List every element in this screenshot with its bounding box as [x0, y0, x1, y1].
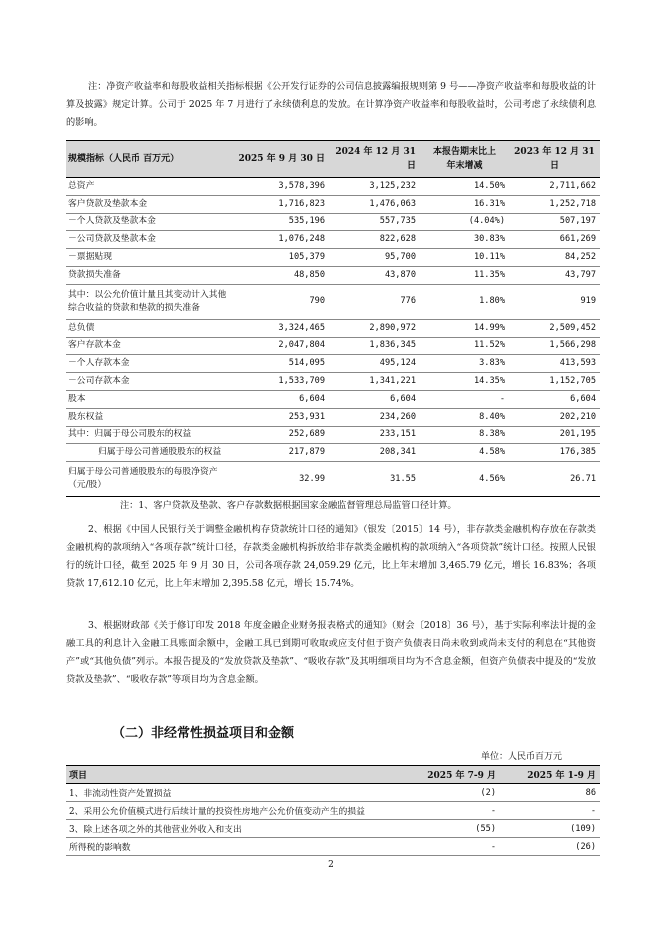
top-note: 注：净资产收益率和每股收益相关指标根据《公开发行证券的公司信息披露编报规则第 9 号——净资产收益率和每股收益的计算及披露》规定计算。公司于 2025 年 7 月进行了永续债利息的发放。在计算净资产收益率和每股收益时，公司考虑了永续债利息的影响。 — [66, 81, 596, 128]
cell-v3: 14.35% — [420, 373, 509, 391]
cell-v2: 31.55 — [329, 462, 420, 497]
cell-v1: 3,324,465 — [238, 319, 329, 337]
cell-v4: 1,566,298 — [509, 337, 600, 355]
row-label: －个人贷款及垫款本金 — [66, 213, 238, 231]
cell-v1: 105,379 — [238, 249, 329, 267]
cell-v3: 8.40% — [420, 408, 509, 426]
cell-v2: 2,890,972 — [329, 319, 420, 337]
cell-v1: 32.99 — [238, 462, 329, 497]
cell-v1: 1,716,823 — [238, 195, 329, 213]
cell-v1: 535,196 — [238, 213, 329, 231]
cell-v3: 8.38% — [420, 426, 509, 444]
row-label: 总负债 — [66, 319, 238, 337]
cell-v2: 1,836,345 — [329, 337, 420, 355]
cell-v3: 11.35% — [420, 266, 509, 284]
cell-v4: 43,797 — [509, 266, 600, 284]
table-row — [66, 213, 600, 231]
table-row — [66, 231, 600, 249]
cell-v2: 43,870 — [329, 266, 420, 284]
cell-v1: 790 — [238, 284, 329, 319]
cell-v2: (109) — [500, 820, 600, 838]
header-2024-12-31: 2024 年 12 月 31 日 — [329, 141, 420, 178]
cell-v4: 661,269 — [509, 231, 600, 249]
cell-v3: (4.04%) — [420, 213, 509, 231]
row-label: 其中：归属于母公司股东的权益 — [66, 426, 238, 444]
table-header-row — [66, 766, 600, 784]
row-label: 贷款损失准备 — [66, 266, 238, 284]
table-header-row — [66, 141, 600, 178]
row-label: －票据贴现 — [66, 249, 238, 267]
table-row — [66, 249, 600, 267]
note-3: 3、根据财政部《关于修订印发 2018 年度金融企业财务报表格式的通知》（财会〔2018〕36 号），基于实际利率法计提的金融工具的利息计入金融工具账面余额中，金融工具已到期可收取或应支付但于资产负债表日尚未收到或尚未支付的利息在“其他资产”或“其他负债”列示。本报告提及的“发放贷款及垫款”、“吸收存款”及其明细项目均为不含息金额，但资产负债表中提及的“发放贷款及垫款”、“吸收存款”等项目均为含息金额。 — [66, 620, 596, 685]
cell-v3: 10.11% — [420, 249, 509, 267]
cell-v3: - — [420, 390, 509, 408]
cell-v2: - — [500, 802, 600, 820]
cell-v4: 84,252 — [509, 249, 600, 267]
cell-v3: 16.31% — [420, 195, 509, 213]
cell-v3: 14.50% — [420, 178, 509, 196]
row-label: 其中：以公允价值计量且其变动计入其他综合收益的贷款和垫款的损失准备 — [66, 284, 238, 319]
table-row — [66, 337, 600, 355]
cell-v2: 822,628 — [329, 231, 420, 249]
cell-v2: 86 — [500, 784, 600, 802]
row-label: 归属于母公司普通股股东的每股净资产（元/股） — [66, 462, 238, 497]
table-row — [66, 355, 600, 373]
header-2025-09-30: 2025 年 9 月 30 日 — [238, 141, 329, 178]
cell-v2: 495,124 — [329, 355, 420, 373]
row-label: 客户贷款及垫款本金 — [66, 195, 238, 213]
cell-v4: 201,195 — [509, 426, 600, 444]
cell-v2: (26) — [500, 838, 600, 856]
row-label: 所得税的影响数 — [66, 838, 398, 856]
cell-v2: 6,604 — [329, 390, 420, 408]
row-label: 归属于母公司普通股股东的权益 — [66, 444, 238, 462]
cell-v1: 1,533,709 — [238, 373, 329, 391]
cell-v2: 557,735 — [329, 213, 420, 231]
table-row — [66, 838, 600, 856]
table-row — [66, 284, 600, 319]
cell-v3: 1.80% — [420, 284, 509, 319]
unit-label: 单位：人民币百万元 — [480, 752, 562, 762]
header-q3: 2025 年 7-9 月 — [398, 766, 500, 784]
note-1: 注：1、客户贷款及垫款、客户存款数据根据国家金融监督管理总局监管口径计算。 — [120, 500, 457, 511]
cell-v2: 208,341 — [329, 444, 420, 462]
cell-v1: 6,604 — [238, 390, 329, 408]
cell-v2: 95,700 — [329, 249, 420, 267]
cell-v1: - — [398, 838, 500, 856]
page-number: 2 — [328, 860, 334, 870]
cell-v4: 507,197 — [509, 213, 600, 231]
table-row — [66, 820, 600, 838]
cell-v2: 3,125,232 — [329, 178, 420, 196]
table-row — [66, 319, 600, 337]
cell-v3: 30.83% — [420, 231, 509, 249]
cell-v3: 3.83% — [420, 355, 509, 373]
cell-v1: 1,076,248 — [238, 231, 329, 249]
cell-v2: 776 — [329, 284, 420, 319]
header-item: 项目 — [66, 766, 398, 784]
cell-v1: 514,095 — [238, 355, 329, 373]
cell-v2: 233,151 — [329, 426, 420, 444]
table-row — [66, 426, 600, 444]
table-row — [66, 373, 600, 391]
header-2023-12-31: 2023 年 12 月 31 日 — [509, 141, 600, 178]
table-row — [66, 178, 600, 196]
cell-v4: 413,593 — [509, 355, 600, 373]
table-row — [66, 266, 600, 284]
header-change: 本报告期末比上年末增减 — [420, 141, 509, 178]
cell-v1: 253,931 — [238, 408, 329, 426]
cell-v1: 252,689 — [238, 426, 329, 444]
cell-v4: 2,711,662 — [509, 178, 600, 196]
cell-v1: (55) — [398, 820, 500, 838]
table-row — [66, 802, 600, 820]
cell-v2: 1,476,063 — [329, 195, 420, 213]
cell-v4: 176,385 — [509, 444, 600, 462]
cell-v1: - — [398, 802, 500, 820]
header-indicator: 规模指标（人民币 百万元） — [66, 141, 238, 178]
section-title: （二）非经常性损益项目和金额 — [112, 726, 295, 741]
cell-v3: 4.58% — [420, 444, 509, 462]
table-row — [66, 195, 600, 213]
row-label: 股东权益 — [66, 408, 238, 426]
table-row — [66, 444, 600, 462]
cell-v2: 234,260 — [329, 408, 420, 426]
row-label: －公司贷款及垫款本金 — [66, 231, 238, 249]
header-ytd: 2025 年 1-9 月 — [500, 766, 600, 784]
row-label: 总资产 — [66, 178, 238, 196]
cell-v3: 14.99% — [420, 319, 509, 337]
note-2: 2、根据《中国人民银行关于调整金融机构存贷款统计口径的通知》（银发〔2015〕14 号），非存款类金融机构存放在存款类金融机构的款项纳入“各项存款”统计口径，存款类金融机构拆放给非存款类金融机构的款项纳入“各项贷款”统计口径。按照人民银行的统计口径，截至 2025 年 9 月 30 日，公司各项存款 24,059.29 亿元，比上年末增加 3,465.79 亿元，增长 16.83%；各项贷款 17,612.10 亿元，比上年末增加 2,395.58 亿元，增长 15.74%。 — [66, 524, 596, 589]
row-label: 客户存款本金 — [66, 337, 238, 355]
row-label: 1、非流动性资产处置损益 — [66, 784, 398, 802]
cell-v4: 26.71 — [509, 462, 600, 497]
cell-v4: 202,210 — [509, 408, 600, 426]
cell-v4: 919 — [509, 284, 600, 319]
cell-v1: 3,578,396 — [238, 178, 329, 196]
cell-v1: (2) — [398, 784, 500, 802]
row-label: －公司存款本金 — [66, 373, 238, 391]
table-row — [66, 390, 600, 408]
cell-v2: 1,341,221 — [329, 373, 420, 391]
table-row — [66, 462, 600, 497]
row-label: －个人存款本金 — [66, 355, 238, 373]
cell-v4: 6,604 — [509, 390, 600, 408]
cell-v4: 2,509,452 — [509, 319, 600, 337]
row-label: 3、除上述各项之外的其他营业外收入和支出 — [66, 820, 398, 838]
cell-v3: 11.52% — [420, 337, 509, 355]
scale-indicators-table — [66, 140, 600, 497]
row-label: 2、采用公允价值模式进行后续计量的投资性房地产公允价值变动产生的损益 — [66, 802, 398, 820]
table-row — [66, 408, 600, 426]
cell-v1: 217,879 — [238, 444, 329, 462]
cell-v1: 48,850 — [238, 266, 329, 284]
non-recurring-items-table — [66, 765, 600, 856]
cell-v3: 4.56% — [420, 462, 509, 497]
row-label: 股本 — [66, 390, 238, 408]
table-row — [66, 784, 600, 802]
cell-v4: 1,252,718 — [509, 195, 600, 213]
cell-v4: 1,152,705 — [509, 373, 600, 391]
cell-v1: 2,047,804 — [238, 337, 329, 355]
